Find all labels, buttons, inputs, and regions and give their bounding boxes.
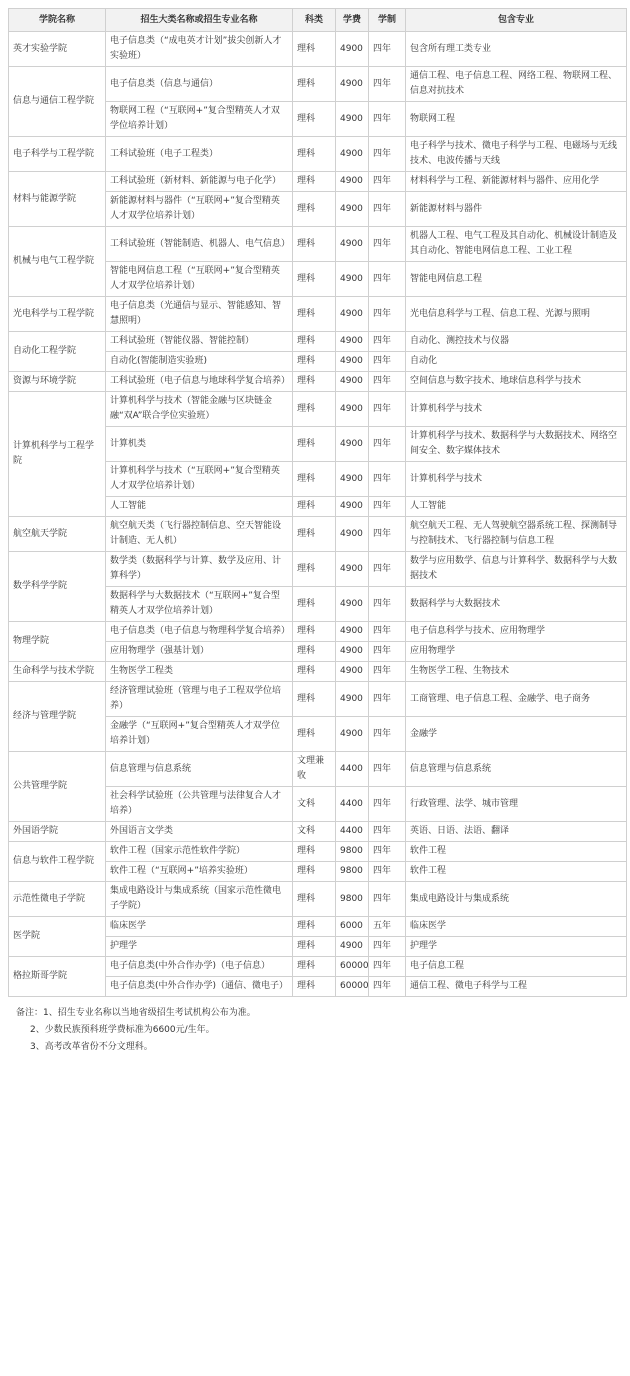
major-cell: 电子信息类（“成电英才计划”拔尖创新人才实验班） bbox=[106, 32, 293, 67]
table-row bbox=[9, 32, 627, 67]
college-cell: 资源与环境学院 bbox=[9, 372, 106, 392]
category-cell: 理科 bbox=[293, 462, 336, 497]
category-cell: 理科 bbox=[293, 662, 336, 682]
included-cell: 材料科学与工程、新能源材料与器件、应用化学 bbox=[406, 172, 627, 192]
notes bbox=[8, 997, 626, 1056]
category-cell: 理科 bbox=[293, 227, 336, 262]
duration-cell: 四年 bbox=[369, 717, 406, 752]
major-cell: 数据科学与大数据技术（“互联网+”复合型精英人才双学位培养计划） bbox=[106, 587, 293, 622]
tuition-cell: 4400 bbox=[336, 787, 369, 822]
college-cell: 生命科学与技术学院 bbox=[9, 662, 106, 682]
college-cell: 计算机科学与工程学院 bbox=[9, 392, 106, 517]
tuition-cell: 4900 bbox=[336, 227, 369, 262]
table-row bbox=[9, 662, 627, 682]
duration-cell: 四年 bbox=[369, 227, 406, 262]
duration-cell: 四年 bbox=[369, 622, 406, 642]
duration-cell: 四年 bbox=[369, 662, 406, 682]
note-3: 3、高考改革省份不分文理科。 bbox=[30, 1042, 153, 1052]
duration-cell: 四年 bbox=[369, 977, 406, 997]
included-cell: 软件工程 bbox=[406, 842, 627, 862]
major-cell: 新能源材料与器件（“互联网+”复合型精英人才双学位培养计划） bbox=[106, 192, 293, 227]
duration-cell: 四年 bbox=[369, 392, 406, 427]
table-row bbox=[9, 227, 627, 262]
tuition-cell: 4900 bbox=[336, 32, 369, 67]
included-cell: 信息管理与信息系统 bbox=[406, 752, 627, 787]
tuition-cell: 4900 bbox=[336, 642, 369, 662]
category-cell: 理科 bbox=[293, 682, 336, 717]
duration-cell: 四年 bbox=[369, 752, 406, 787]
tuition-cell: 4900 bbox=[336, 192, 369, 227]
tuition-cell: 4900 bbox=[336, 517, 369, 552]
table-row bbox=[9, 297, 627, 332]
category-cell: 理科 bbox=[293, 262, 336, 297]
duration-cell: 四年 bbox=[369, 517, 406, 552]
tuition-cell: 4900 bbox=[336, 497, 369, 517]
college-cell: 医学院 bbox=[9, 917, 106, 957]
major-cell: 软件工程（“互联网+”培养实验班） bbox=[106, 862, 293, 882]
major-cell: 工科试验班（电子工程类） bbox=[106, 137, 293, 172]
included-cell: 光电信息科学与工程、信息工程、光源与照明 bbox=[406, 297, 627, 332]
college-cell: 示范性微电子学院 bbox=[9, 882, 106, 917]
table-row bbox=[9, 957, 627, 977]
tuition-cell: 4900 bbox=[336, 102, 369, 137]
category-cell: 理科 bbox=[293, 882, 336, 917]
duration-cell: 四年 bbox=[369, 552, 406, 587]
category-cell: 理科 bbox=[293, 842, 336, 862]
college-cell: 格拉斯哥学院 bbox=[9, 957, 106, 997]
tuition-cell: 9800 bbox=[336, 842, 369, 862]
included-cell: 金融学 bbox=[406, 717, 627, 752]
duration-cell: 四年 bbox=[369, 957, 406, 977]
category-cell: 理科 bbox=[293, 977, 336, 997]
table-row bbox=[9, 517, 627, 552]
major-cell: 数学类（数据科学与计算、数学及应用、计算科学） bbox=[106, 552, 293, 587]
tuition-cell: 4900 bbox=[336, 392, 369, 427]
note-1: 备注：1、招生专业名称以当地省级招生考试机构公布为准。 bbox=[16, 1008, 256, 1018]
duration-cell: 四年 bbox=[369, 587, 406, 622]
tuition-cell: 9800 bbox=[336, 882, 369, 917]
category-cell: 理科 bbox=[293, 552, 336, 587]
duration-cell: 四年 bbox=[369, 172, 406, 192]
table-row bbox=[9, 172, 627, 192]
category-cell: 理科 bbox=[293, 937, 336, 957]
included-cell: 工商管理、电子信息工程、金融学、电子商务 bbox=[406, 682, 627, 717]
tuition-cell: 4900 bbox=[336, 427, 369, 462]
category-cell: 理科 bbox=[293, 102, 336, 137]
category-cell: 理科 bbox=[293, 172, 336, 192]
table-row bbox=[9, 682, 627, 717]
header-included: 包含专业 bbox=[406, 9, 627, 32]
included-cell: 通信工程、微电子科学与工程 bbox=[406, 977, 627, 997]
major-cell: 生物医学工程类 bbox=[106, 662, 293, 682]
tuition-cell: 4900 bbox=[336, 262, 369, 297]
duration-cell: 四年 bbox=[369, 192, 406, 227]
category-cell: 理科 bbox=[293, 372, 336, 392]
table-row bbox=[9, 882, 627, 917]
table-body bbox=[9, 32, 627, 997]
included-cell: 物联网工程 bbox=[406, 102, 627, 137]
included-cell: 电子科学与技术、微电子科学与工程、电磁场与无线技术、电波传播与天线 bbox=[406, 137, 627, 172]
category-cell: 文科 bbox=[293, 787, 336, 822]
category-cell: 理科 bbox=[293, 32, 336, 67]
tuition-cell: 4900 bbox=[336, 937, 369, 957]
table-row bbox=[9, 842, 627, 862]
tuition-cell: 4900 bbox=[336, 462, 369, 497]
major-cell: 航空航天类（飞行器控制信息、空天智能设计制造、无人机） bbox=[106, 517, 293, 552]
table-row bbox=[9, 752, 627, 787]
included-cell: 软件工程 bbox=[406, 862, 627, 882]
duration-cell: 四年 bbox=[369, 332, 406, 352]
header-category: 科类 bbox=[293, 9, 336, 32]
tuition-cell: 4900 bbox=[336, 137, 369, 172]
table-row bbox=[9, 332, 627, 352]
major-cell: 集成电路设计与集成系统（国家示范性微电子学院） bbox=[106, 882, 293, 917]
tuition-cell: 4900 bbox=[336, 352, 369, 372]
major-cell: 经济管理试验班（管理与电子工程双学位培养） bbox=[106, 682, 293, 717]
duration-cell: 四年 bbox=[369, 137, 406, 172]
included-cell: 航空航天工程、无人驾驶航空器系统工程、探测制导与控制技术、飞行器控制与信息工程 bbox=[406, 517, 627, 552]
major-cell: 工科试验班（新材料、新能源与电子化学） bbox=[106, 172, 293, 192]
tuition-cell: 4900 bbox=[336, 297, 369, 332]
header-tuition: 学费 bbox=[336, 9, 369, 32]
major-cell: 护理学 bbox=[106, 937, 293, 957]
college-cell: 航空航天学院 bbox=[9, 517, 106, 552]
duration-cell: 五年 bbox=[369, 917, 406, 937]
major-cell: 电子信息类（光通信与显示、智能感知、智慧照明） bbox=[106, 297, 293, 332]
included-cell: 应用物理学 bbox=[406, 642, 627, 662]
major-cell: 应用物理学（强基计划） bbox=[106, 642, 293, 662]
duration-cell: 四年 bbox=[369, 462, 406, 497]
duration-cell: 四年 bbox=[369, 427, 406, 462]
included-cell: 电子信息工程 bbox=[406, 957, 627, 977]
included-cell: 护理学 bbox=[406, 937, 627, 957]
major-cell: 电子信息类（电子信息与物理科学复合培养） bbox=[106, 622, 293, 642]
duration-cell: 四年 bbox=[369, 497, 406, 517]
major-cell: 外国语言文学类 bbox=[106, 822, 293, 842]
included-cell: 空间信息与数字技术、地球信息科学与技术 bbox=[406, 372, 627, 392]
category-cell: 理科 bbox=[293, 427, 336, 462]
major-cell: 工科试验班（智能制造、机器人、电气信息） bbox=[106, 227, 293, 262]
category-cell: 理科 bbox=[293, 352, 336, 372]
category-cell: 理科 bbox=[293, 622, 336, 642]
tuition-cell: 4900 bbox=[336, 552, 369, 587]
table-row bbox=[9, 622, 627, 642]
header-college: 学院名称 bbox=[9, 9, 106, 32]
included-cell: 数据科学与大数据技术 bbox=[406, 587, 627, 622]
college-cell: 信息与软件工程学院 bbox=[9, 842, 106, 882]
category-cell: 理科 bbox=[293, 517, 336, 552]
category-cell: 理科 bbox=[293, 137, 336, 172]
table-row bbox=[9, 67, 627, 102]
college-cell: 物理学院 bbox=[9, 622, 106, 662]
major-cell: 金融学（“互联网+”复合型精英人才双学位培养计划） bbox=[106, 717, 293, 752]
tuition-cell: 4400 bbox=[336, 752, 369, 787]
tuition-cell: 4900 bbox=[336, 622, 369, 642]
major-cell: 电子信息类(中外合作办学)（通信、微电子） bbox=[106, 977, 293, 997]
major-cell: 人工智能 bbox=[106, 497, 293, 517]
included-cell: 集成电路设计与集成系统 bbox=[406, 882, 627, 917]
tuition-cell: 4900 bbox=[336, 682, 369, 717]
included-cell: 机器人工程、电气工程及其自动化、机械设计制造及其自动化、智能电网信息工程、工业工程 bbox=[406, 227, 627, 262]
included-cell: 电子信息科学与技术、应用物理学 bbox=[406, 622, 627, 642]
major-cell: 工科试验班（电子信息与地球科学复合培养） bbox=[106, 372, 293, 392]
included-cell: 临床医学 bbox=[406, 917, 627, 937]
category-cell: 理科 bbox=[293, 957, 336, 977]
included-cell: 包含所有理工类专业 bbox=[406, 32, 627, 67]
tuition-cell: 60000 bbox=[336, 957, 369, 977]
college-cell: 数学科学学院 bbox=[9, 552, 106, 622]
included-cell: 自动化、测控技术与仪器 bbox=[406, 332, 627, 352]
duration-cell: 四年 bbox=[369, 32, 406, 67]
included-cell: 计算机科学与技术、数据科学与大数据技术、网络空间安全、数字媒体技术 bbox=[406, 427, 627, 462]
college-cell: 电子科学与工程学院 bbox=[9, 137, 106, 172]
note-2: 2、少数民族预科班学费标准为6600元/生年。 bbox=[30, 1025, 215, 1035]
category-cell: 理科 bbox=[293, 497, 336, 517]
header-duration: 学制 bbox=[369, 9, 406, 32]
college-cell: 外国语学院 bbox=[9, 822, 106, 842]
tuition-cell: 4900 bbox=[336, 372, 369, 392]
major-cell: 电子信息类（信息与通信） bbox=[106, 67, 293, 102]
table-row bbox=[9, 822, 627, 842]
major-cell: 计算机科学与技术（智能金融与区块链金融“双A”联合学位实验班） bbox=[106, 392, 293, 427]
duration-cell: 四年 bbox=[369, 372, 406, 392]
major-cell: 智能电网信息工程（“互联网+”复合型精英人才双学位培养计划） bbox=[106, 262, 293, 297]
included-cell: 自动化 bbox=[406, 352, 627, 372]
tuition-cell: 4900 bbox=[336, 587, 369, 622]
duration-cell: 四年 bbox=[369, 842, 406, 862]
major-cell: 物联网工程（“互联网+”复合型精英人才双学位培养计划） bbox=[106, 102, 293, 137]
included-cell: 英语、日语、法语、翻译 bbox=[406, 822, 627, 842]
category-cell: 理科 bbox=[293, 917, 336, 937]
table-header-row bbox=[9, 9, 627, 32]
duration-cell: 四年 bbox=[369, 297, 406, 332]
included-cell: 行政管理、法学、城市管理 bbox=[406, 787, 627, 822]
table-row bbox=[9, 552, 627, 587]
tuition-cell: 4900 bbox=[336, 662, 369, 682]
tuition-cell: 4900 bbox=[336, 332, 369, 352]
major-cell: 自动化(智能制造实验班) bbox=[106, 352, 293, 372]
college-cell: 信息与通信工程学院 bbox=[9, 67, 106, 137]
tuition-cell: 4900 bbox=[336, 717, 369, 752]
category-cell: 理科 bbox=[293, 717, 336, 752]
college-cell: 英才实验学院 bbox=[9, 32, 106, 67]
category-cell: 理科 bbox=[293, 192, 336, 227]
table-row bbox=[9, 917, 627, 937]
category-cell: 理科 bbox=[293, 642, 336, 662]
major-cell: 工科试验班（智能仪器、智能控制） bbox=[106, 332, 293, 352]
college-cell: 自动化工程学院 bbox=[9, 332, 106, 372]
included-cell: 新能源材料与器件 bbox=[406, 192, 627, 227]
major-cell: 临床医学 bbox=[106, 917, 293, 937]
duration-cell: 四年 bbox=[369, 262, 406, 297]
included-cell: 计算机科学与技术 bbox=[406, 462, 627, 497]
category-cell: 理科 bbox=[293, 587, 336, 622]
category-cell: 文理兼收 bbox=[293, 752, 336, 787]
college-cell: 公共管理学院 bbox=[9, 752, 106, 822]
tuition-cell: 60000 bbox=[336, 977, 369, 997]
table-row bbox=[9, 392, 627, 427]
included-cell: 通信工程、电子信息工程、网络工程、物联网工程、信息对抗技术 bbox=[406, 67, 627, 102]
enrollment-table bbox=[8, 8, 627, 997]
duration-cell: 四年 bbox=[369, 787, 406, 822]
category-cell: 理科 bbox=[293, 67, 336, 102]
duration-cell: 四年 bbox=[369, 352, 406, 372]
category-cell: 理科 bbox=[293, 332, 336, 352]
tuition-cell: 6000 bbox=[336, 917, 369, 937]
category-cell: 理科 bbox=[293, 862, 336, 882]
table-row bbox=[9, 137, 627, 172]
college-cell: 材料与能源学院 bbox=[9, 172, 106, 227]
college-cell: 经济与管理学院 bbox=[9, 682, 106, 752]
duration-cell: 四年 bbox=[369, 67, 406, 102]
tuition-cell: 4400 bbox=[336, 822, 369, 842]
duration-cell: 四年 bbox=[369, 682, 406, 717]
tuition-cell: 4900 bbox=[336, 172, 369, 192]
tuition-cell: 4900 bbox=[336, 67, 369, 102]
included-cell: 人工智能 bbox=[406, 497, 627, 517]
college-cell: 机械与电气工程学院 bbox=[9, 227, 106, 297]
included-cell: 计算机科学与技术 bbox=[406, 392, 627, 427]
college-cell: 光电科学与工程学院 bbox=[9, 297, 106, 332]
duration-cell: 四年 bbox=[369, 862, 406, 882]
category-cell: 理科 bbox=[293, 297, 336, 332]
major-cell: 软件工程（国家示范性软件学院） bbox=[106, 842, 293, 862]
major-cell: 电子信息类(中外合作办学)（电子信息） bbox=[106, 957, 293, 977]
included-cell: 智能电网信息工程 bbox=[406, 262, 627, 297]
major-cell: 计算机科学与技术（“互联网+”复合型精英人才双学位培养计划） bbox=[106, 462, 293, 497]
duration-cell: 四年 bbox=[369, 882, 406, 917]
included-cell: 数学与应用数学、信息与计算科学、数据科学与大数据技术 bbox=[406, 552, 627, 587]
category-cell: 理科 bbox=[293, 392, 336, 427]
major-cell: 计算机类 bbox=[106, 427, 293, 462]
header-major: 招生大类名称或招生专业名称 bbox=[106, 9, 293, 32]
included-cell: 生物医学工程、生物技术 bbox=[406, 662, 627, 682]
major-cell: 信息管理与信息系统 bbox=[106, 752, 293, 787]
duration-cell: 四年 bbox=[369, 937, 406, 957]
tuition-cell: 9800 bbox=[336, 862, 369, 882]
category-cell: 文科 bbox=[293, 822, 336, 842]
major-cell: 社会科学试验班（公共管理与法律复合人才培养） bbox=[106, 787, 293, 822]
duration-cell: 四年 bbox=[369, 102, 406, 137]
table-row bbox=[9, 372, 627, 392]
duration-cell: 四年 bbox=[369, 642, 406, 662]
duration-cell: 四年 bbox=[369, 822, 406, 842]
